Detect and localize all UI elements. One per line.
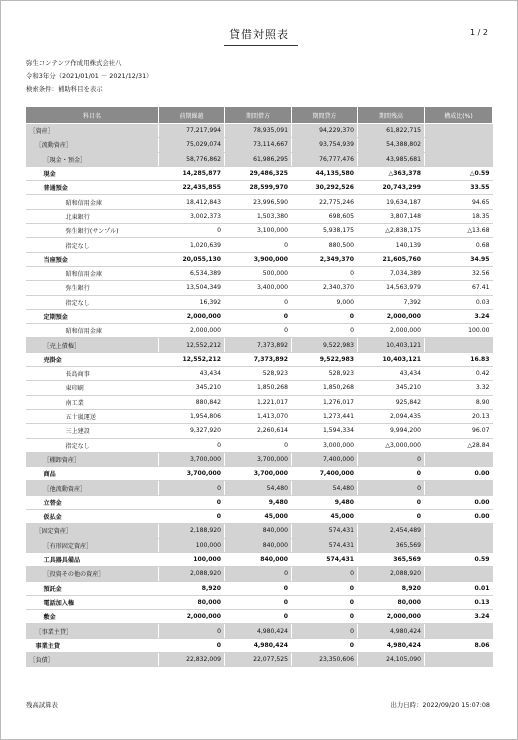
table-row bbox=[26, 281, 493, 295]
opening-cell: 13,504,349 bbox=[159, 281, 225, 295]
table-row bbox=[26, 252, 493, 266]
credit-cell: 54,480 bbox=[292, 481, 358, 495]
ratio-cell: 18.35 bbox=[425, 209, 493, 223]
table-row bbox=[26, 266, 493, 280]
account-name-cell: 三上建設 bbox=[26, 424, 159, 438]
account-name-cell: 預託金 bbox=[26, 581, 159, 595]
debit-cell: 3,700,000 bbox=[225, 467, 292, 481]
balance-cell: 2,454,489 bbox=[358, 524, 425, 538]
account-name-cell: 立替金 bbox=[26, 495, 159, 509]
debit-cell: 3,700,000 bbox=[225, 452, 292, 466]
credit-cell: 0 bbox=[292, 624, 358, 638]
company-name: 弥生コンテンツ作成用株式会社八 bbox=[26, 59, 122, 67]
table-row bbox=[26, 610, 493, 624]
ratio-cell: 34.95 bbox=[425, 252, 493, 266]
debit-cell: 1,503,380 bbox=[225, 209, 292, 223]
search-condition: 検索条件：補助科目を表示 bbox=[26, 85, 103, 93]
credit-cell: 2,349,370 bbox=[292, 252, 358, 266]
opening-cell: 75,029,074 bbox=[159, 138, 225, 152]
debit-cell: 7,373,892 bbox=[225, 352, 292, 366]
debit-cell: 2,260,614 bbox=[225, 424, 292, 438]
table-row bbox=[26, 224, 493, 238]
table-row bbox=[26, 309, 493, 323]
ratio-cell: 0.59 bbox=[425, 552, 493, 566]
debit-cell: 9,480 bbox=[225, 495, 292, 509]
credit-cell: 574,431 bbox=[292, 552, 358, 566]
opening-cell: 0 bbox=[159, 638, 225, 652]
debit-cell: 0 bbox=[225, 595, 292, 609]
account-name-cell: ［流動資産］ bbox=[26, 138, 159, 152]
ratio-cell: 0.68 bbox=[425, 238, 493, 252]
credit-cell: 44,135,580 bbox=[292, 166, 358, 180]
balance-cell: 2,000,000 bbox=[358, 309, 425, 323]
debit-cell: 4,980,424 bbox=[225, 624, 292, 638]
credit-cell: 76,777,476 bbox=[292, 152, 358, 166]
credit-cell: 3,000,000 bbox=[292, 438, 358, 452]
opening-cell: 3,700,000 bbox=[159, 452, 225, 466]
credit-cell: 574,431 bbox=[292, 538, 358, 552]
period-range: 令和3年分（2021/01/01 － 2021/12/31） bbox=[26, 72, 153, 80]
opening-cell: 100,000 bbox=[159, 552, 225, 566]
ratio-cell: 8.90 bbox=[425, 395, 493, 409]
credit-cell: 0 bbox=[292, 567, 358, 581]
credit-cell: 5,938,175 bbox=[292, 224, 358, 238]
ratio-cell: 3.32 bbox=[425, 381, 493, 395]
credit-cell: 0 bbox=[292, 309, 358, 323]
balance-cell: 0 bbox=[358, 481, 425, 495]
opening-cell: 80,000 bbox=[159, 595, 225, 609]
account-name-cell: 昭和信用金庫 bbox=[26, 324, 159, 338]
debit-cell: 1,413,070 bbox=[225, 409, 292, 423]
credit-cell: 698,605 bbox=[292, 209, 358, 223]
balance-cell: 0 bbox=[358, 495, 425, 509]
balance-cell: 19,634,187 bbox=[358, 195, 425, 209]
col-period-credit: 期間貸方 bbox=[292, 107, 358, 124]
ratio-cell: 3.24 bbox=[425, 610, 493, 624]
opening-cell: 2,188,920 bbox=[159, 524, 225, 538]
ratio-cell: 96.07 bbox=[425, 424, 493, 438]
opening-cell: 1,954,806 bbox=[159, 409, 225, 423]
account-name-cell: 敷金 bbox=[26, 610, 159, 624]
balance-cell: 345,210 bbox=[358, 381, 425, 395]
ratio-cell: △28.84 bbox=[425, 438, 493, 452]
table-row bbox=[26, 624, 493, 638]
table-row bbox=[26, 438, 493, 452]
balance-cell: 7,392 bbox=[358, 295, 425, 309]
credit-cell: 30,292,526 bbox=[292, 181, 358, 195]
opening-cell: 100,000 bbox=[159, 538, 225, 552]
table-row bbox=[26, 467, 493, 481]
opening-cell: 0 bbox=[159, 510, 225, 524]
credit-cell: 574,431 bbox=[292, 524, 358, 538]
debit-cell: 0 bbox=[225, 567, 292, 581]
ratio-cell bbox=[425, 138, 493, 152]
credit-cell: 0 bbox=[292, 638, 358, 652]
opening-cell: 12,552,212 bbox=[159, 338, 225, 352]
account-name-cell: 定期預金 bbox=[26, 309, 159, 323]
balance-cell: 21,605,760 bbox=[358, 252, 425, 266]
debit-cell: 29,486,325 bbox=[225, 166, 292, 180]
col-period-balance: 期間残高 bbox=[358, 107, 425, 124]
opening-cell: 12,552,212 bbox=[159, 352, 225, 366]
account-name-cell: ［投資その他の資産］ bbox=[26, 567, 159, 581]
ratio-cell: 0.00 bbox=[425, 495, 493, 509]
account-name-cell: ［事業主貸］ bbox=[26, 624, 159, 638]
debit-cell: 23,996,590 bbox=[225, 195, 292, 209]
ratio-cell: 8.06 bbox=[425, 638, 493, 652]
table-row bbox=[26, 581, 493, 595]
balance-cell: 54,388,802 bbox=[358, 138, 425, 152]
balance-cell: △3,000,000 bbox=[358, 438, 425, 452]
debit-cell: 1,221,017 bbox=[225, 395, 292, 409]
balance-cell: 4,980,424 bbox=[358, 624, 425, 638]
opening-cell: 2,000,000 bbox=[159, 324, 225, 338]
opening-cell: 14,285,877 bbox=[159, 166, 225, 180]
balance-cell: 2,094,435 bbox=[358, 409, 425, 423]
ratio-cell bbox=[425, 152, 493, 166]
account-name-cell: 仮払金 bbox=[26, 510, 159, 524]
credit-cell: 45,000 bbox=[292, 510, 358, 524]
credit-cell: 0 bbox=[292, 266, 358, 280]
opening-cell: 43,434 bbox=[159, 367, 225, 381]
opening-cell: 880,842 bbox=[159, 395, 225, 409]
account-name-cell: ［資産］ bbox=[26, 124, 159, 138]
debit-cell: 78,935,091 bbox=[225, 124, 292, 138]
opening-cell: 0 bbox=[159, 624, 225, 638]
account-name-cell: 当座預金 bbox=[26, 252, 159, 266]
table-row bbox=[26, 638, 493, 652]
balance-cell: 0 bbox=[358, 510, 425, 524]
opening-cell: 345,210 bbox=[159, 381, 225, 395]
account-name-cell: 事業主貸 bbox=[26, 638, 159, 652]
credit-cell: 9,522,983 bbox=[292, 352, 358, 366]
credit-cell: 0 bbox=[292, 324, 358, 338]
opening-cell: 2,088,920 bbox=[159, 567, 225, 581]
credit-cell: 1,273,441 bbox=[292, 409, 358, 423]
credit-cell: 0 bbox=[292, 581, 358, 595]
opening-cell: 0 bbox=[159, 495, 225, 509]
debit-cell: 840,000 bbox=[225, 524, 292, 538]
opening-cell: 2,000,000 bbox=[159, 610, 225, 624]
balance-cell: 10,403,121 bbox=[358, 338, 425, 352]
balance-cell: 43,434 bbox=[358, 367, 425, 381]
debit-cell: 528,923 bbox=[225, 367, 292, 381]
table-row bbox=[26, 338, 493, 352]
page-number: 1 / 2 bbox=[470, 28, 488, 37]
account-name-cell: 普通預金 bbox=[26, 181, 159, 195]
account-name-cell: 昭和信用金庫 bbox=[26, 266, 159, 280]
ratio-cell bbox=[425, 538, 493, 552]
account-name-cell: 工具器具備品 bbox=[26, 552, 159, 566]
account-name-cell: 昭和信用金庫 bbox=[26, 195, 159, 209]
table-row bbox=[26, 424, 493, 438]
opening-cell: 18,412,843 bbox=[159, 195, 225, 209]
report-title: 貸借対照表 bbox=[229, 28, 289, 41]
account-name-cell: 現金 bbox=[26, 166, 159, 180]
credit-cell: 1,276,017 bbox=[292, 395, 358, 409]
account-name-cell: ［固定資産］ bbox=[26, 524, 159, 538]
balance-cell: 8,920 bbox=[358, 581, 425, 595]
balance-cell: 365,569 bbox=[358, 552, 425, 566]
account-name-cell: 東印刷 bbox=[26, 381, 159, 395]
table-row bbox=[26, 595, 493, 609]
debit-cell: 22,077,525 bbox=[225, 652, 292, 666]
debit-cell: 73,114,667 bbox=[225, 138, 292, 152]
opening-cell: 58,776,862 bbox=[159, 152, 225, 166]
table-row bbox=[26, 295, 493, 309]
table-row bbox=[26, 195, 493, 209]
table-row bbox=[26, 181, 493, 195]
table-row bbox=[26, 324, 493, 338]
opening-cell: 22,832,009 bbox=[159, 652, 225, 666]
debit-cell: 840,000 bbox=[225, 552, 292, 566]
account-name-cell: 南工業 bbox=[26, 395, 159, 409]
balance-cell: 61,822,715 bbox=[358, 124, 425, 138]
col-account-name: 科目名 bbox=[26, 107, 159, 124]
debit-cell: 3,400,000 bbox=[225, 281, 292, 295]
ratio-cell: 0.00 bbox=[425, 510, 493, 524]
opening-cell: 3,700,000 bbox=[159, 467, 225, 481]
debit-cell: 0 bbox=[225, 295, 292, 309]
debit-cell: 28,599,970 bbox=[225, 181, 292, 195]
ratio-cell bbox=[425, 524, 493, 538]
balance-cell: 7,034,389 bbox=[358, 266, 425, 280]
opening-cell: 16,392 bbox=[159, 295, 225, 309]
balance-cell: 9,994,200 bbox=[358, 424, 425, 438]
ratio-cell: 16.83 bbox=[425, 352, 493, 366]
ratio-cell: 100.00 bbox=[425, 324, 493, 338]
table-row bbox=[26, 352, 493, 366]
opening-cell: 9,327,920 bbox=[159, 424, 225, 438]
credit-cell: 9,522,983 bbox=[292, 338, 358, 352]
credit-cell: 94,229,370 bbox=[292, 124, 358, 138]
table-row bbox=[26, 124, 493, 138]
credit-cell: 9,000 bbox=[292, 295, 358, 309]
ratio-cell bbox=[425, 652, 493, 666]
opening-cell: 1,020,639 bbox=[159, 238, 225, 252]
opening-cell: 22,435,855 bbox=[159, 181, 225, 195]
opening-cell: 2,000,000 bbox=[159, 309, 225, 323]
opening-cell: 0 bbox=[159, 438, 225, 452]
debit-cell: 0 bbox=[225, 324, 292, 338]
ratio-cell: 32.56 bbox=[425, 266, 493, 280]
account-name-cell: 指定なし bbox=[26, 295, 159, 309]
debit-cell: 500,000 bbox=[225, 266, 292, 280]
debit-cell: 1,850,268 bbox=[225, 381, 292, 395]
balance-cell: 20,743,299 bbox=[358, 181, 425, 195]
ratio-cell: △13.68 bbox=[425, 224, 493, 238]
balance-cell: 14,563,979 bbox=[358, 281, 425, 295]
balance-cell: 140,139 bbox=[358, 238, 425, 252]
ratio-cell: 0.42 bbox=[425, 367, 493, 381]
ratio-cell: 0.00 bbox=[425, 467, 493, 481]
table-row bbox=[26, 381, 493, 395]
credit-cell: 880,500 bbox=[292, 238, 358, 252]
opening-cell: 20,055,130 bbox=[159, 252, 225, 266]
credit-cell: 7,400,000 bbox=[292, 452, 358, 466]
table-row bbox=[26, 481, 493, 495]
ratio-cell: 94.65 bbox=[425, 195, 493, 209]
balance-cell: 3,807,148 bbox=[358, 209, 425, 223]
account-name-cell: 五十嵐運送 bbox=[26, 409, 159, 423]
account-name-cell: ［売上債権］ bbox=[26, 338, 159, 352]
table-row bbox=[26, 495, 493, 509]
col-composition-ratio: 構成比(%) bbox=[425, 107, 493, 124]
table-row bbox=[26, 238, 493, 252]
ratio-cell: 0.13 bbox=[425, 595, 493, 609]
col-opening-balance: 前期繰越 bbox=[159, 107, 225, 124]
ratio-cell bbox=[425, 624, 493, 638]
col-period-debit: 期間借方 bbox=[225, 107, 292, 124]
balance-cell: 2,000,000 bbox=[358, 610, 425, 624]
balance-cell: 10,403,121 bbox=[358, 352, 425, 366]
opening-cell: 6,534,389 bbox=[159, 266, 225, 280]
ratio-cell: △0.59 bbox=[425, 166, 493, 180]
balance-cell: △363,378 bbox=[358, 166, 425, 180]
balance-cell: 4,980,424 bbox=[358, 638, 425, 652]
balance-cell: △2,838,175 bbox=[358, 224, 425, 238]
credit-cell: 1,850,268 bbox=[292, 381, 358, 395]
account-name-cell: 商品 bbox=[26, 467, 159, 481]
ratio-cell bbox=[425, 124, 493, 138]
table-row bbox=[26, 409, 493, 423]
balance-cell: 24,105,090 bbox=[358, 652, 425, 666]
credit-cell: 22,775,246 bbox=[292, 195, 358, 209]
table-row bbox=[26, 138, 493, 152]
account-name-cell: 弥生銀行 bbox=[26, 281, 159, 295]
opening-cell: 0 bbox=[159, 481, 225, 495]
debit-cell: 0 bbox=[225, 610, 292, 624]
account-name-cell: 長島商事 bbox=[26, 367, 159, 381]
balance-cell: 80,000 bbox=[358, 595, 425, 609]
credit-cell: 7,400,000 bbox=[292, 467, 358, 481]
credit-cell: 23,350,606 bbox=[292, 652, 358, 666]
credit-cell: 0 bbox=[292, 595, 358, 609]
credit-cell: 9,480 bbox=[292, 495, 358, 509]
account-name-cell: 電話加入権 bbox=[26, 595, 159, 609]
ratio-cell: 20.13 bbox=[425, 409, 493, 423]
opening-cell: 77,217,994 bbox=[159, 124, 225, 138]
debit-cell: 840,000 bbox=[225, 538, 292, 552]
table-row bbox=[26, 652, 493, 666]
footer-output-datetime: 出力日時：2022/09/20 15:07:08 bbox=[390, 701, 490, 709]
ratio-cell: 0.03 bbox=[425, 295, 493, 309]
ratio-cell bbox=[425, 338, 493, 352]
table-row bbox=[26, 166, 493, 180]
account-name-cell: ［現金・預金］ bbox=[26, 152, 159, 166]
debit-cell: 54,480 bbox=[225, 481, 292, 495]
table-row bbox=[26, 510, 493, 524]
table-row bbox=[26, 538, 493, 552]
table-row bbox=[26, 452, 493, 466]
table-row bbox=[26, 567, 493, 581]
balance-cell: 2,000,000 bbox=[358, 324, 425, 338]
title-underline bbox=[224, 45, 298, 46]
table-row bbox=[26, 209, 493, 223]
debit-cell: 61,986,295 bbox=[225, 152, 292, 166]
balance-sheet-table bbox=[25, 106, 493, 667]
table-row bbox=[26, 552, 493, 566]
credit-cell: 528,923 bbox=[292, 367, 358, 381]
table-row bbox=[26, 367, 493, 381]
ratio-cell bbox=[425, 452, 493, 466]
account-name-cell: ［有形固定資産］ bbox=[26, 538, 159, 552]
ratio-cell: 33.55 bbox=[425, 181, 493, 195]
footer-report-name: 残高試算表 bbox=[26, 701, 58, 709]
debit-cell: 0 bbox=[225, 238, 292, 252]
debit-cell: 7,373,892 bbox=[225, 338, 292, 352]
ratio-cell: 0.01 bbox=[425, 581, 493, 595]
account-name-cell: 売掛金 bbox=[26, 352, 159, 366]
opening-cell: 0 bbox=[159, 224, 225, 238]
ratio-cell: 3.24 bbox=[425, 309, 493, 323]
ratio-cell bbox=[425, 567, 493, 581]
opening-cell: 3,002,373 bbox=[159, 209, 225, 223]
account-name-cell: ［棚卸資産］ bbox=[26, 452, 159, 466]
balance-cell: 2,088,920 bbox=[358, 567, 425, 581]
debit-cell: 0 bbox=[225, 581, 292, 595]
balance-cell: 0 bbox=[358, 452, 425, 466]
account-name-cell: ［他流動資産］ bbox=[26, 481, 159, 495]
debit-cell: 0 bbox=[225, 309, 292, 323]
credit-cell: 93,754,939 bbox=[292, 138, 358, 152]
credit-cell: 1,594,334 bbox=[292, 424, 358, 438]
account-name-cell: ［負債］ bbox=[26, 652, 159, 666]
table-row bbox=[26, 524, 493, 538]
debit-cell: 4,980,424 bbox=[225, 638, 292, 652]
ratio-cell: 67.41 bbox=[425, 281, 493, 295]
balance-cell: 43,985,681 bbox=[358, 152, 425, 166]
table-row bbox=[26, 152, 493, 166]
ratio-cell bbox=[425, 481, 493, 495]
credit-cell: 0 bbox=[292, 610, 358, 624]
credit-cell: 2,340,370 bbox=[292, 281, 358, 295]
debit-cell: 45,000 bbox=[225, 510, 292, 524]
account-name-cell: 指定なし bbox=[26, 238, 159, 252]
balance-cell: 925,842 bbox=[358, 395, 425, 409]
account-name-cell: 指定なし bbox=[26, 438, 159, 452]
balance-cell: 365,569 bbox=[358, 538, 425, 552]
debit-cell: 3,100,000 bbox=[225, 224, 292, 238]
debit-cell: 3,900,000 bbox=[225, 252, 292, 266]
account-name-cell: 北東銀行 bbox=[26, 209, 159, 223]
account-name-cell: 弥生銀行(サンプル) bbox=[26, 224, 159, 238]
opening-cell: 8,920 bbox=[159, 581, 225, 595]
table-row bbox=[26, 395, 493, 409]
debit-cell: 0 bbox=[225, 438, 292, 452]
table-header-row bbox=[26, 107, 493, 124]
balance-cell: 0 bbox=[358, 467, 425, 481]
